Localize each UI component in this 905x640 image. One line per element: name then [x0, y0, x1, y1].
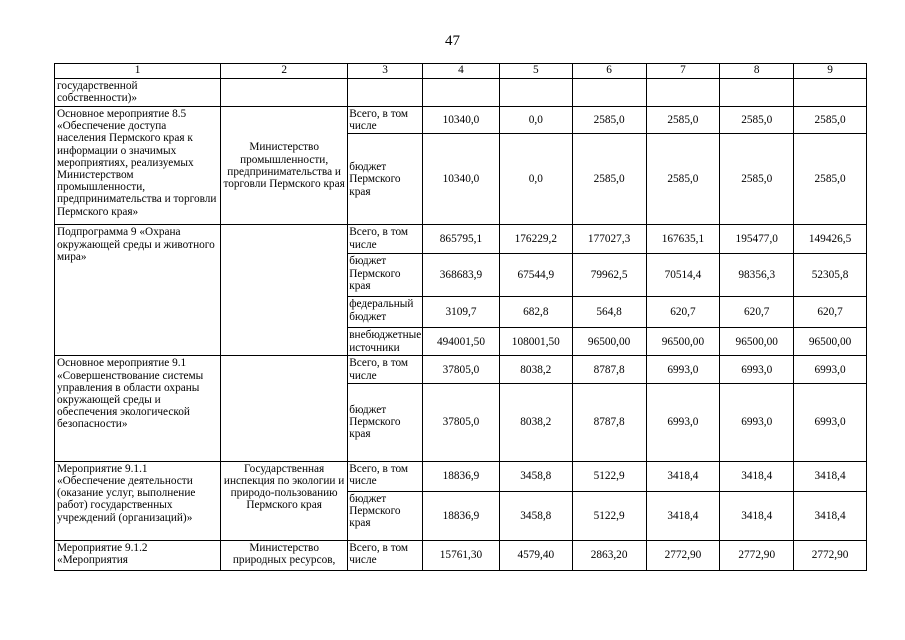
value-cell: 3418,4 — [720, 491, 794, 540]
value-cell: 2863,20 — [572, 540, 646, 570]
value-cell: 6993,0 — [646, 356, 720, 383]
value-cell: 177027,3 — [572, 225, 646, 254]
value-cell: 8787,8 — [572, 383, 646, 461]
value-cell: 96500,00 — [720, 328, 794, 356]
value-cell: 167635,1 — [646, 225, 720, 254]
header-cell: 7 — [646, 64, 720, 79]
budget-table — [54, 63, 867, 571]
value-cell: 494001,50 — [423, 328, 500, 356]
table-row — [55, 461, 867, 491]
value-cell: 2585,0 — [646, 134, 720, 225]
organization — [221, 356, 348, 461]
value-cell: 3418,4 — [794, 461, 867, 491]
value-cell: 368683,9 — [423, 254, 500, 297]
header-cell: 1 — [55, 64, 221, 79]
table-row — [55, 79, 867, 107]
value-cell: 18836,9 — [423, 491, 500, 540]
value-cell: 67544,9 — [499, 254, 572, 297]
value-cell: 6993,0 — [794, 356, 867, 383]
value-cell: 3418,4 — [720, 461, 794, 491]
value-cell: 8787,8 — [572, 356, 646, 383]
value-cell: 2585,0 — [720, 134, 794, 225]
value-cell: 8038,2 — [499, 356, 572, 383]
value-cell: 620,7 — [646, 297, 720, 328]
value-cell: 10340,0 — [423, 107, 500, 134]
value-cell: 52305,8 — [794, 254, 867, 297]
value-cell: 6993,0 — [794, 383, 867, 461]
funding-source: Всего, в том числе — [348, 540, 423, 570]
header-cell: 4 — [423, 64, 500, 79]
value-cell: 8038,2 — [499, 383, 572, 461]
value-cell: 0,0 — [499, 107, 572, 134]
value-cell: 2772,90 — [720, 540, 794, 570]
value-cell: 2772,90 — [646, 540, 720, 570]
value-cell: 15761,30 — [423, 540, 500, 570]
table-row — [55, 540, 867, 570]
value-cell: 5122,9 — [572, 491, 646, 540]
value-cell: 37805,0 — [423, 383, 500, 461]
value-cell: 3418,4 — [794, 491, 867, 540]
funding-source: федеральный бюджет — [348, 297, 423, 328]
funding-source: Всего, в том числе — [348, 461, 423, 491]
value-cell: 682,8 — [499, 297, 572, 328]
funding-source: бюджет Пермского края — [348, 134, 423, 225]
value-cell: 3418,4 — [646, 461, 720, 491]
value-cell: 564,8 — [572, 297, 646, 328]
table-row — [55, 107, 867, 134]
header-cell: 9 — [794, 64, 867, 79]
value-cell: 3458,8 — [499, 461, 572, 491]
value-cell: 2585,0 — [646, 107, 720, 134]
funding-source: внебюджетные источники — [348, 328, 423, 356]
value-cell: 620,7 — [720, 297, 794, 328]
funding-source: бюджет Пермского края — [348, 254, 423, 297]
header-cell: 6 — [572, 64, 646, 79]
funding-source: бюджет Пермского края — [348, 383, 423, 461]
value-cell: 149426,5 — [794, 225, 867, 254]
value-cell: 18836,9 — [423, 461, 500, 491]
value-cell: 96500,00 — [794, 328, 867, 356]
value-cell: 3418,4 — [646, 491, 720, 540]
value-cell: 96500,00 — [572, 328, 646, 356]
funding-source: Всего, в том числе — [348, 107, 423, 134]
program-name: Мероприятие 9.1.1 «Обеспечение деятельности (оказание услуг, выполнение работ) государственных учреждений (организаций)» — [55, 461, 221, 540]
header-cell: 2 — [221, 64, 348, 79]
value-cell: 3109,7 — [423, 297, 500, 328]
header-cell: 5 — [499, 64, 572, 79]
organization — [221, 225, 348, 356]
value-cell: 2585,0 — [572, 134, 646, 225]
value-cell: 176229,2 — [499, 225, 572, 254]
value-cell: 96500,00 — [646, 328, 720, 356]
value-cell: 6993,0 — [646, 383, 720, 461]
table-row — [55, 225, 867, 254]
page-number: 47 — [445, 33, 460, 49]
header-cell: 3 — [348, 64, 423, 79]
value-cell: 2585,0 — [720, 107, 794, 134]
value-cell: 2585,0 — [572, 107, 646, 134]
program-name: Основное мероприятие 9.1 «Совершенствование системы управления в области охраны окружающей среды и обеспечения экологической безопасности» — [55, 356, 221, 461]
header-cell: 8 — [720, 64, 794, 79]
value-cell: 4579,40 — [499, 540, 572, 570]
value-cell: 0,0 — [499, 134, 572, 225]
program-name: Основное мероприятие 8.5 «Обеспечение доступа населения Пермского края к информации о значимых мероприятиях, реализуемых Министерством промышленности, предпринимательства и торговли Пермского края» — [55, 107, 221, 225]
header-row — [55, 64, 867, 79]
value-cell: 865795,1 — [423, 225, 500, 254]
funding-source: Всего, в том числе — [348, 356, 423, 383]
value-cell: 98356,3 — [720, 254, 794, 297]
value-cell: 108001,50 — [499, 328, 572, 356]
value-cell: 195477,0 — [720, 225, 794, 254]
program-name: Мероприятие 9.1.2 «Мероприятия — [55, 540, 221, 570]
value-cell: 6993,0 — [720, 356, 794, 383]
value-cell: 10340,0 — [423, 134, 500, 225]
organization: Министерство природных ресурсов, — [221, 540, 348, 570]
value-cell: 620,7 — [794, 297, 867, 328]
program-name: государственной собственности)» — [55, 79, 221, 107]
value-cell: 2585,0 — [794, 107, 867, 134]
value-cell: 2772,90 — [794, 540, 867, 570]
funding-source: бюджет Пермского края — [348, 491, 423, 540]
value-cell: 79962,5 — [572, 254, 646, 297]
value-cell: 2585,0 — [794, 134, 867, 225]
value-cell: 37805,0 — [423, 356, 500, 383]
organization: Государственная инспекция по экологии и природо-пользованию Пермского края — [221, 461, 348, 540]
organization: Министерство промышленности, предпринимательства и торговли Пермского края — [221, 107, 348, 225]
value-cell: 3458,8 — [499, 491, 572, 540]
value-cell: 6993,0 — [720, 383, 794, 461]
value-cell: 70514,4 — [646, 254, 720, 297]
table-row — [55, 356, 867, 383]
value-cell: 5122,9 — [572, 461, 646, 491]
funding-source: Всего, в том числе — [348, 225, 423, 254]
program-name: Подпрограмма 9 «Охрана окружающей среды и животного мира» — [55, 225, 221, 356]
